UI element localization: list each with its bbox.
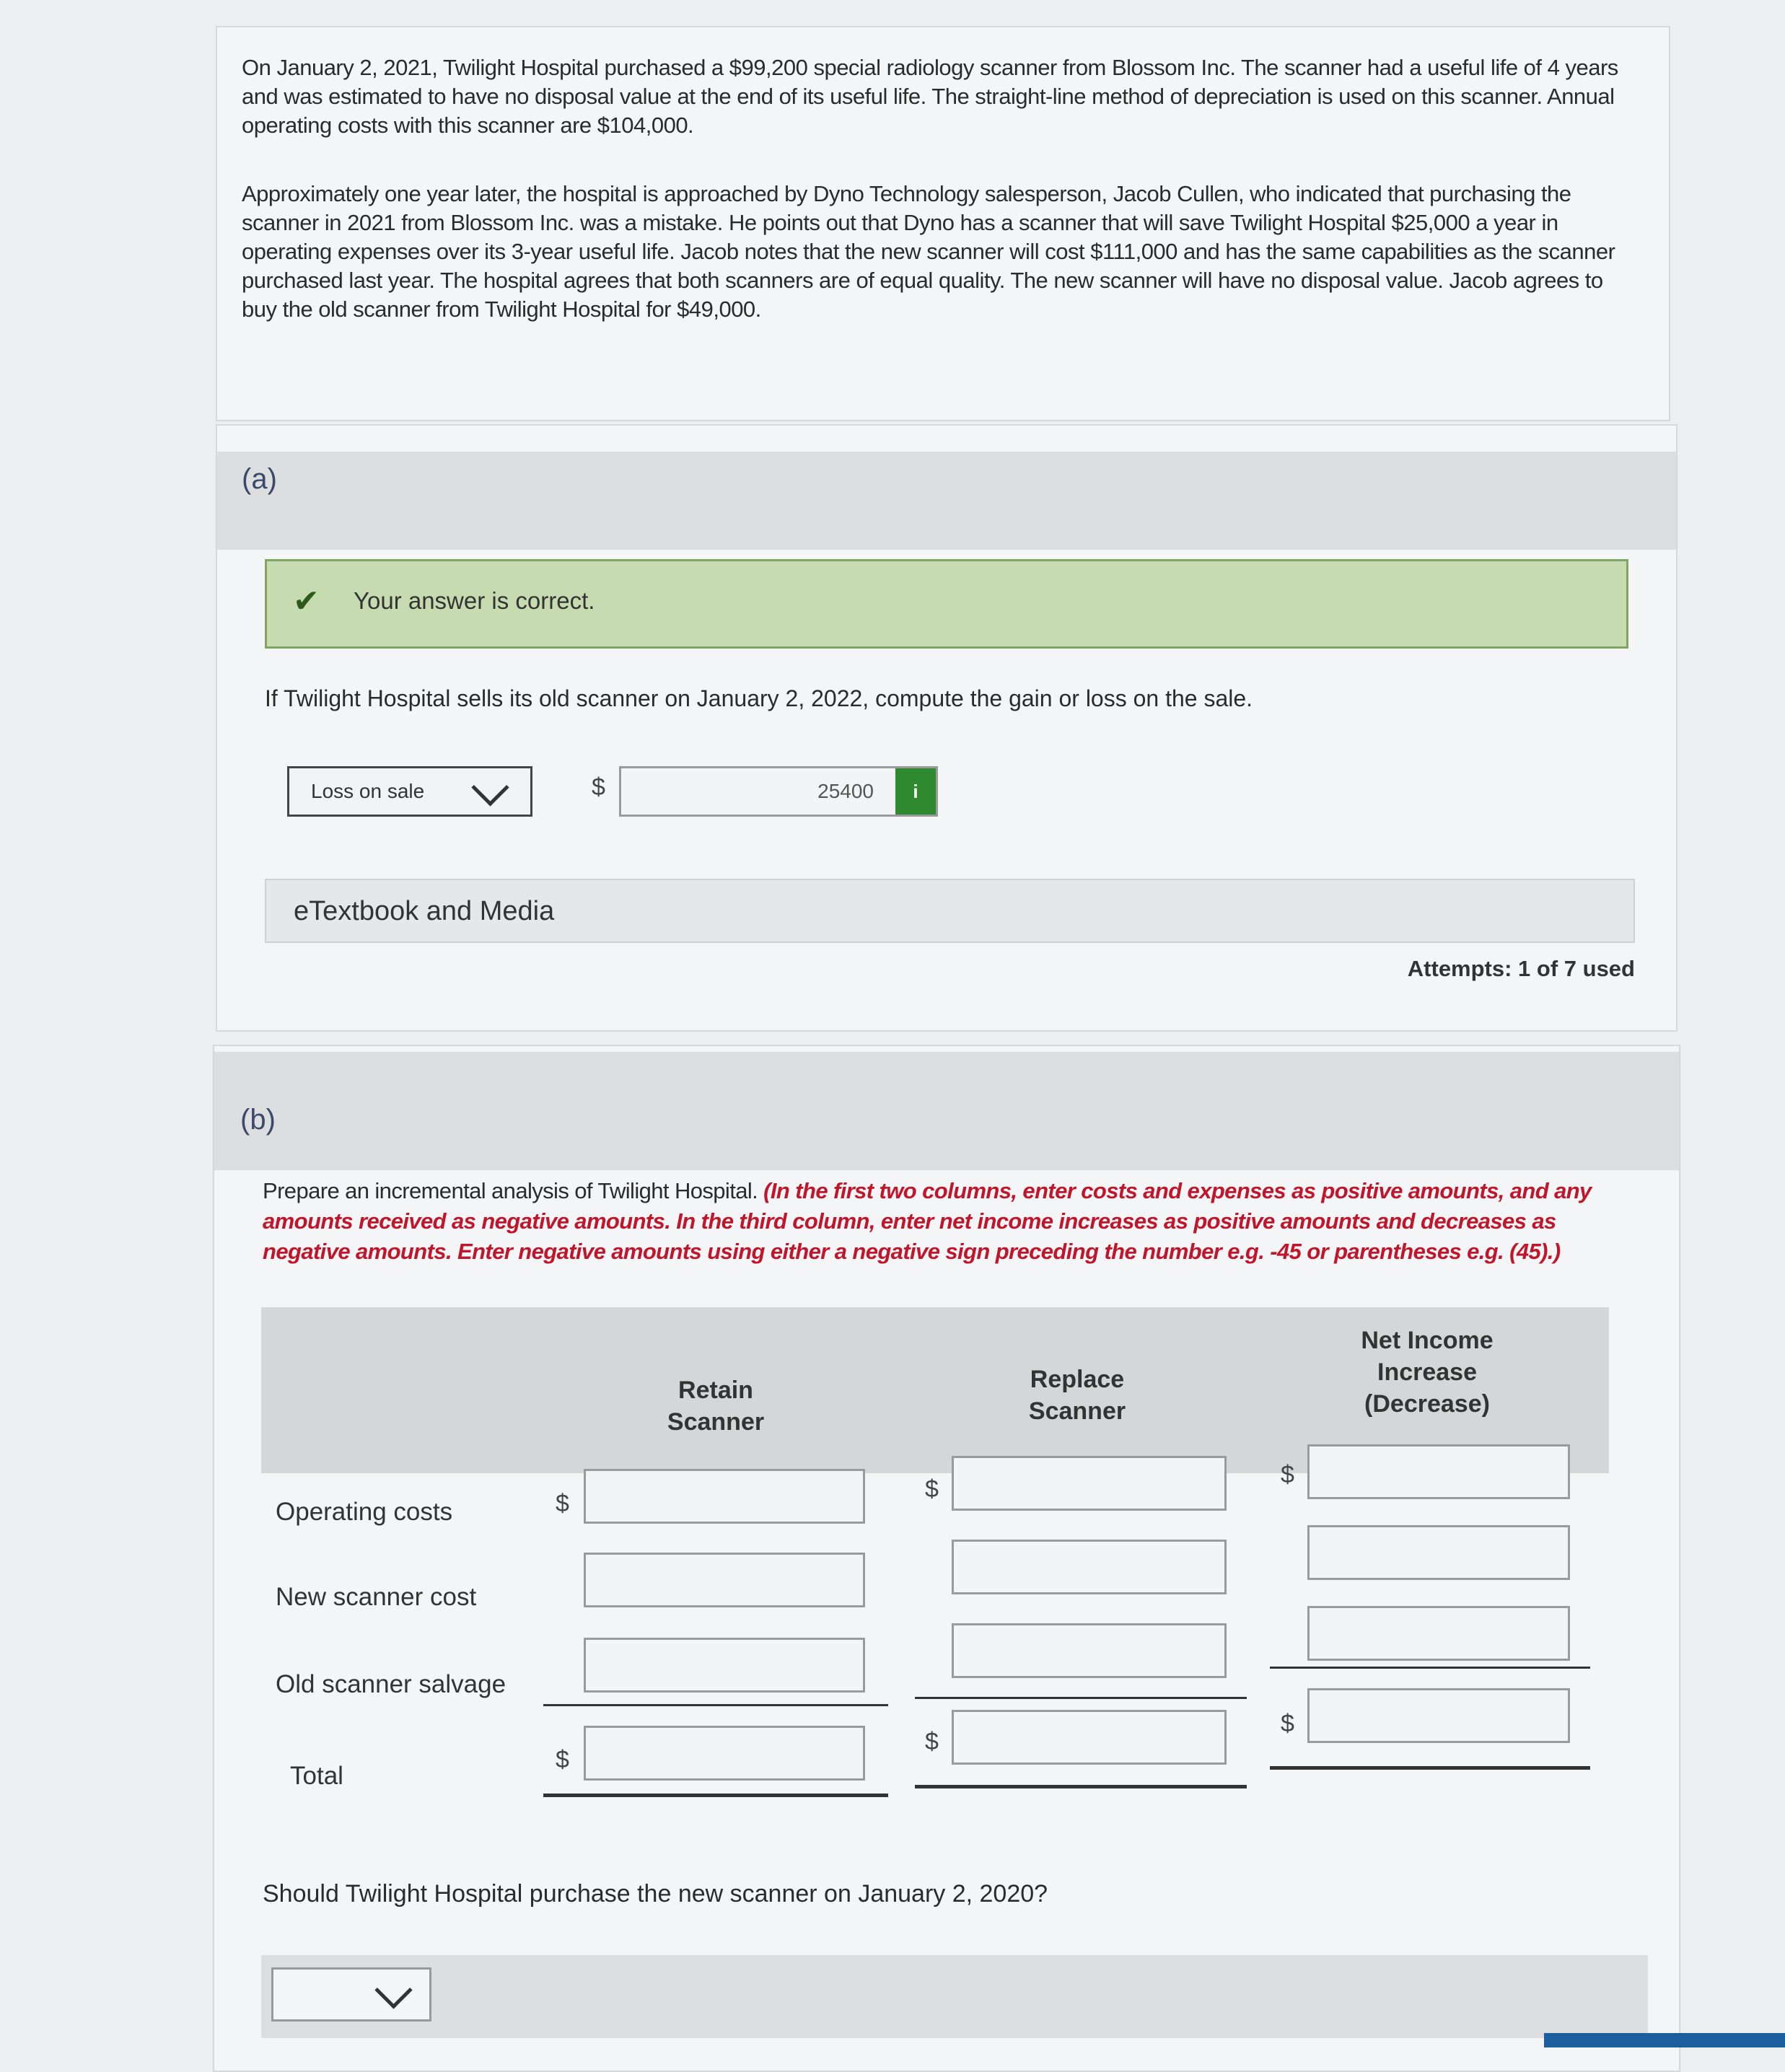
currency-symbol: $	[556, 1490, 569, 1517]
instruction-note: (In the first two columns, enter costs and expenses as positive amounts, and any amounts received as negative amounts. In the third column, enter net income increases as positive amounts and decreases as negative amounts. Enter negative amounts using either a negative sign preceding the number e.g. -45 or parentheses e.g. (45).)	[263, 1178, 1592, 1264]
currency-symbol: $	[1281, 1710, 1294, 1737]
retain-old-scanner-salvage-input[interactable]	[584, 1638, 865, 1693]
net-operating-costs-input[interactable]	[1307, 1444, 1570, 1499]
replace-total-input[interactable]	[952, 1710, 1227, 1765]
subtotal-rule	[543, 1704, 888, 1706]
part-b-label: (b)	[240, 1104, 276, 1136]
gain-loss-amount-value: 25400	[817, 780, 874, 802]
part-a-header	[217, 452, 1676, 550]
gain-loss-select-value: Loss on sale	[311, 780, 425, 802]
column-header-net-income: Net Income Increase (Decrease)	[1361, 1327, 1494, 1418]
currency-symbol: $	[556, 1746, 569, 1773]
column-header-retain: Retain Scanner	[667, 1377, 765, 1436]
chevron-down-icon	[471, 768, 509, 806]
subtotal-rule	[915, 1697, 1247, 1699]
instruction-text: Prepare an incremental analysis of Twilight Hospital.	[263, 1178, 758, 1203]
currency-symbol: $	[925, 1475, 939, 1503]
problem-panel	[216, 26, 1670, 421]
decision-bar	[261, 1955, 1648, 2038]
part-b-header	[214, 1052, 1679, 1170]
gain-loss-select[interactable]	[287, 766, 532, 817]
retain-total-input[interactable]	[584, 1726, 865, 1781]
checkmark-icon: ✔	[293, 584, 320, 619]
net-new-scanner-cost-input[interactable]	[1307, 1525, 1570, 1580]
submit-bar[interactable]	[1544, 2033, 1785, 2047]
feedback-text: Your answer is correct.	[354, 587, 595, 614]
total-rule	[543, 1794, 888, 1797]
part-a-label: (a)	[242, 463, 277, 495]
chevron-down-icon	[374, 1971, 412, 2009]
total-rule	[1270, 1766, 1590, 1770]
subtotal-rule	[1270, 1667, 1590, 1669]
problem-paragraph-1: On January 2, 2021, Twilight Hospital purchased a $99,200 special radiology scanner from Blossom Inc. The scanner had a useful life of 4 years and was estimated to have no disposal value at the end of its useful life. The straight-line method of depreciation is used on this scanner. Annual operating costs with this scanner are $104,000.	[242, 55, 1618, 138]
row-label-operating-costs: Operating costs	[276, 1498, 453, 1526]
purchase-decision-select[interactable]	[271, 1967, 431, 2021]
etextbook-media-bar[interactable]	[265, 879, 1635, 943]
retain-operating-costs-input[interactable]	[584, 1469, 865, 1524]
column-header-replace: Replace Scanner	[1028, 1366, 1126, 1425]
currency-symbol: $	[1281, 1461, 1294, 1488]
replace-old-scanner-salvage-input[interactable]	[952, 1623, 1227, 1678]
replace-new-scanner-cost-input[interactable]	[952, 1540, 1227, 1594]
correct-banner	[265, 559, 1628, 649]
part-b-instructions	[263, 1176, 1633, 1267]
replace-operating-costs-input[interactable]	[952, 1456, 1227, 1511]
currency-symbol: $	[925, 1728, 939, 1755]
part-a-question: If Twilight Hospital sells its old scanner on January 2, 2022, compute the gain or loss on the sale.	[265, 685, 1253, 711]
retain-new-scanner-cost-input[interactable]	[584, 1553, 865, 1607]
attempts-counter: Attempts: 1 of 7 used	[1407, 956, 1635, 981]
info-icon[interactable]: i	[895, 768, 936, 815]
etextbook-media-label: eTextbook and Media	[294, 896, 555, 926]
net-old-scanner-salvage-input[interactable]	[1307, 1606, 1570, 1661]
row-label-old-scanner-salvage: Old scanner salvage	[276, 1670, 506, 1698]
total-rule	[915, 1785, 1247, 1788]
currency-symbol: $	[592, 773, 605, 801]
row-label-total: Total	[290, 1762, 343, 1790]
gain-loss-amount-input[interactable]	[619, 766, 938, 817]
problem-paragraph-2: Approximately one year later, the hospital is approached by Dyno Technology salesperson, Jacob Cullen, who indicated that purchasing the scanner in 2021 from Blossom Inc. was a mistake. He points out that Dyno has a scanner that will save Twilight Hospital $25,000 a year in operating expenses over its 3-year useful life. Jacob notes that the new scanner will cost $111,000 and has the same capabilities as the scanner purchased last year. The hospital agrees that both scanners are of equal quality. The new scanner will have no disposal value. Jacob agrees to buy the old scanner from Twilight Hospital for $49,000.	[242, 181, 1615, 322]
purchase-question: Should Twilight Hospital purchase the new scanner on January 2, 2020?	[263, 1880, 1048, 1908]
net-total-input[interactable]	[1307, 1688, 1570, 1743]
row-label-new-scanner-cost: New scanner cost	[276, 1583, 477, 1611]
